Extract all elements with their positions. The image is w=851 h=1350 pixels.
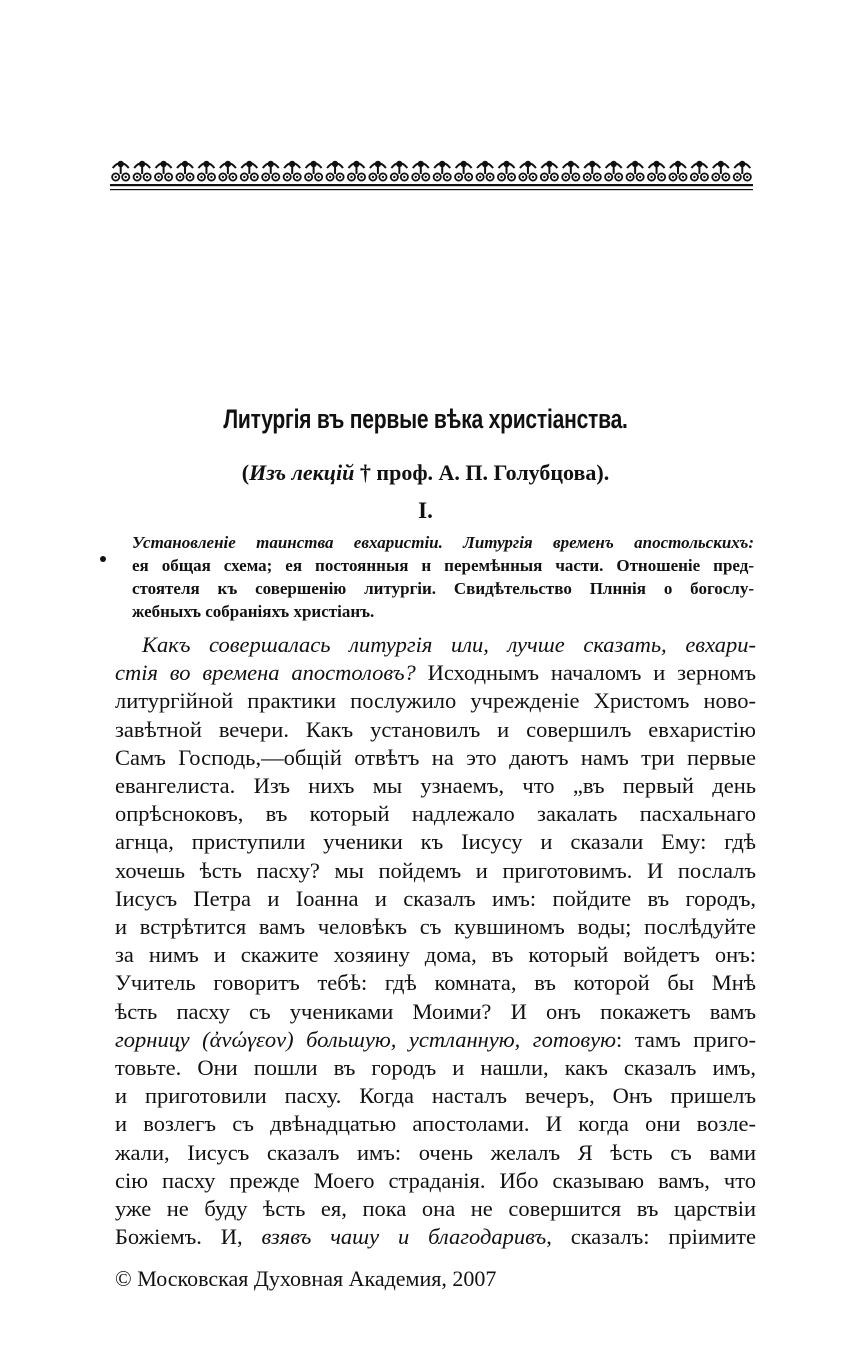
ornament-motif	[476, 161, 493, 181]
ornament-motif	[241, 161, 258, 181]
summary-line	[132, 577, 754, 600]
body-line	[115, 969, 756, 997]
body-italic: взявъ чашу и благодаривъ	[261, 1224, 547, 1250]
body-line	[115, 1054, 756, 1082]
ornament-motif	[198, 161, 215, 181]
ornament-motif	[691, 161, 708, 181]
subtitle-rest: † проф. А. П. Голубцова).	[354, 460, 610, 485]
body-text: литургійной практики послужило учрежденіе Христомъ ново-	[115, 688, 756, 714]
ornament-motif	[369, 161, 386, 181]
section-summary	[132, 531, 754, 623]
body-italic: горницу (ἀνώγεον) большую, устланную, готовую	[115, 1026, 616, 1052]
body-text: опрѣсноковъ, въ который надлежало закалать пасхальнаго	[115, 801, 756, 827]
body-line	[115, 716, 756, 744]
ornament-motif	[262, 161, 279, 181]
body-line	[115, 885, 756, 913]
body-italic: Какъ совершалась литургія или, лучше сказать, евхари-	[142, 632, 756, 657]
ornament-motif	[605, 161, 622, 181]
body-text: Іисусъ Петра и Іоанна и сказалъ имъ: пойдите въ городъ,	[115, 885, 756, 911]
body-line	[115, 687, 756, 715]
ornament-motif	[627, 161, 644, 181]
body-line	[115, 1223, 756, 1251]
body-text: и возлегъ съ двѣнадцатью апостолами. И когда они возле-	[115, 1111, 756, 1137]
summary-line	[132, 600, 754, 623]
ornament-motif	[112, 161, 129, 181]
body-line	[115, 800, 756, 828]
body-text: ѣсть пасху съ учениками Моими? И онъ покажетъ вамъ	[115, 998, 756, 1024]
ornament-motif	[669, 161, 686, 181]
body-text: евангелиста. Изъ нихъ мы узнаемъ, что „въ первый день	[115, 773, 756, 799]
ornament-motif	[134, 161, 151, 181]
body-line	[115, 998, 756, 1026]
body-text: и приготовили пасху. Когда насталъ вечеръ, Онъ пришелъ	[115, 1083, 756, 1109]
subtitle-italic: Изъ лекцій	[249, 460, 355, 485]
body-line	[115, 744, 756, 772]
body-text: Самъ Господь,—общій отвѣтъ на это даютъ намъ три первые	[115, 744, 756, 770]
body-line	[115, 1195, 756, 1223]
body-text: агнца, приступили ученики къ Іисусу и сказали Ему: гдѣ	[115, 829, 756, 855]
bullet-mark	[100, 556, 106, 562]
ornament-motif	[176, 161, 193, 181]
body-line	[115, 659, 756, 687]
summary-line	[132, 531, 754, 554]
body-line	[115, 857, 756, 885]
body-italic: стія во времена апостоловъ?	[115, 660, 416, 686]
body-line	[115, 913, 756, 941]
summary-line	[132, 554, 754, 577]
summary-text: ея общая схема; ея постоянныя н перемѣнныя части. Отношеніе пред-	[132, 556, 754, 575]
ornament-motif	[412, 161, 429, 181]
body-text: товьте. Они пошли въ городъ и нашли, какъ сказалъ имъ,	[115, 1055, 756, 1081]
body-line	[115, 772, 756, 800]
body-text: , сказалъ: пріимите	[546, 1224, 757, 1250]
body-text: завѣтной вечери. Какъ установилъ и совершилъ евхаристію	[115, 716, 756, 742]
body-text: : тамъ приго-	[615, 1026, 756, 1052]
ornament-motif	[391, 161, 408, 181]
body-text: Исходнымъ началомъ и зерномъ	[415, 660, 756, 686]
body-line	[115, 1082, 756, 1110]
body-text: сію пасху прежде Моего страданія. Ибо сказываю вамъ, что	[115, 1167, 756, 1193]
body-text: Учитель говоритъ тебѣ: гдѣ комната, въ которой бы Мнѣ	[115, 970, 756, 996]
body-line	[115, 1026, 756, 1054]
body-line	[115, 1139, 756, 1167]
ornament-motif	[648, 161, 665, 181]
body-line	[115, 631, 756, 659]
body-text: хочешь ѣсть пасху? мы пойдемъ и приготовимъ. И послалъ	[115, 857, 756, 883]
body-text	[115, 631, 756, 1251]
ornament-motif	[326, 161, 343, 181]
ornament-motif	[284, 161, 301, 181]
body-line	[115, 941, 756, 969]
summary-text: стоятеля къ совершенію литургіи. Свидѣтельство Плннія о богослу-	[132, 579, 754, 598]
ornament-motif	[219, 161, 236, 181]
summary-italic: Установленіе таинства евхаристіи. Литургія временъ апостольскихъ:	[132, 533, 754, 552]
ornament-motif	[348, 161, 365, 181]
body-text: и встрѣтится вамъ человѣкъ съ кувшиномъ воды; послѣдуйте	[115, 914, 756, 940]
body-text: жали, Іисусъ сказалъ имъ: очень желалъ Я ѣсть съ вами	[115, 1139, 756, 1165]
ornament-motif	[305, 161, 322, 181]
body-line	[115, 828, 756, 856]
ornament-motif	[498, 161, 515, 181]
subtitle-open: (	[241, 460, 250, 485]
body-line	[115, 1167, 756, 1195]
article-subtitle	[0, 460, 851, 486]
body-text: уже не буду ѣсть ея, пока она не совершится въ царствіи	[115, 1196, 756, 1222]
ornament-motif	[712, 161, 729, 181]
article-title: Литургія въ первые вѣка христіанства.	[223, 404, 628, 434]
ornament-motif	[519, 161, 536, 181]
ornament-motif	[734, 161, 751, 181]
ornament-motif	[584, 161, 601, 181]
body-text: за нимъ и скажите хозяину дома, въ который войдетъ онъ:	[115, 942, 756, 968]
ornament-motif	[541, 161, 558, 181]
ornament-motif	[455, 161, 472, 181]
ornamental-header-band	[110, 154, 753, 198]
ornament-motif	[562, 161, 579, 181]
section-number: I.	[418, 498, 433, 523]
body-line	[115, 1110, 756, 1138]
summary-text: жебныхъ собраніяхъ христіанъ.	[132, 602, 375, 621]
body-text: Божіемъ. И,	[115, 1224, 262, 1250]
ornament-motif	[155, 161, 172, 181]
copyright-footer: © Московская Духовная Академия, 2007	[115, 1266, 497, 1291]
ornament-motif	[434, 161, 451, 181]
